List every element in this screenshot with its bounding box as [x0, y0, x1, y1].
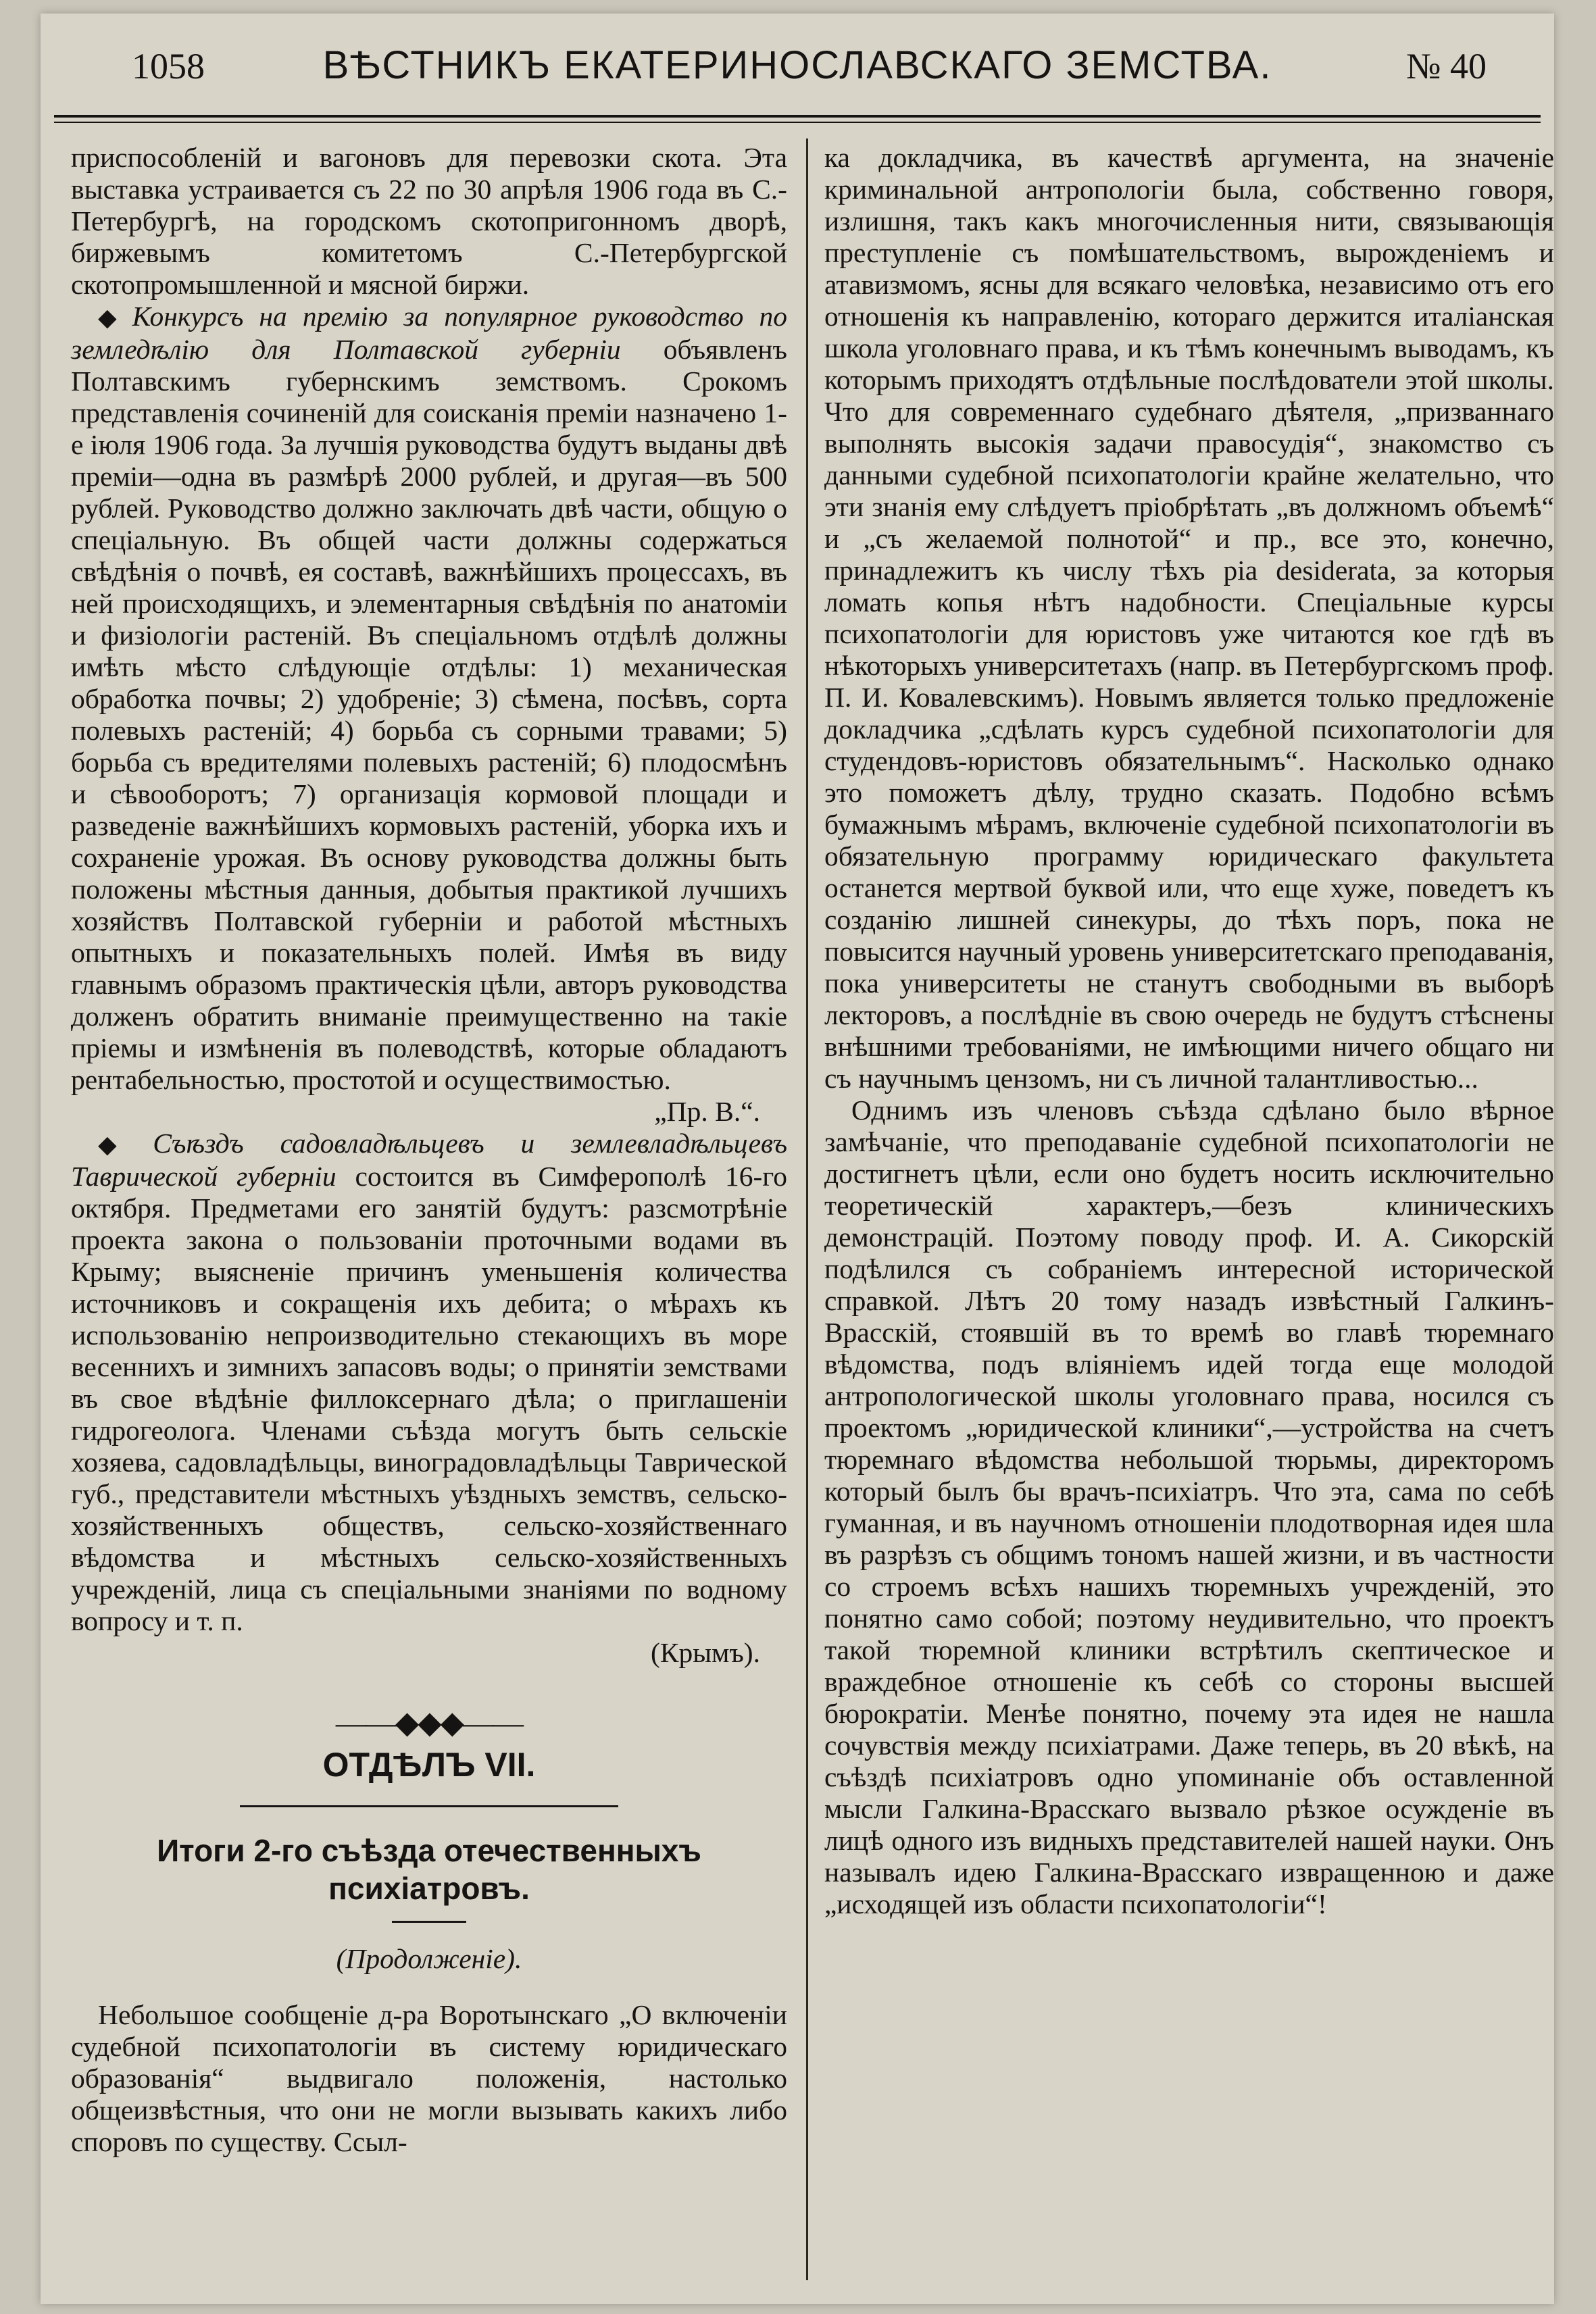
item-body: объявленъ Полтавскимъ губернскимъ земствомъ. Срокомъ представленiя сочиненiй для соисканiя премiи назначено 1-е iюля 1906 года. За лучшiя руководства будутъ выданы двѣ премiи—одна въ размѣрѣ 2000 рублей, и другая—въ 500 рублей. Руководство должно заключать двѣ части, общую о спецiальную. Въ общей части должны содержаться свѣдѣнiя о почвѣ, ея составѣ, важнѣйшихъ процессахъ, въ ней происходящихъ, и элементарныя свѣдѣнiя по анатомiи и физiологiи растенiй. Въ спецiальномъ отдѣлѣ должны имѣть мѣсто слѣдующiе отдѣлы: 1) механическая обработка почвы; 2) удобренiе; 3) сѣмена, посѣвъ, сорта полевыхъ растенiй; 4) борьба съ сорными травами; 5) борьба съ вредителями полевыхъ растенiй; 6) плодосмѣнъ и сѣвооборотъ; 7) организацiя кормовой площади и разведенiе важнѣйшихъ кормовыхъ растенiй, уборка ихъ и сохраненiе урожая. Въ основу руководства должны быть положены мѣстныя данныя, добытыя практикой лучшихъ хозяйствъ Полтавской губернiи и работой мѣстныхъ опытныхъ и показательныхъ полей. Имѣя въ виду главнымъ образомъ практическiя цѣли, авторъ руководства долженъ обратить вниманiе преимущественно на такiе прiемы и измѣненiя въ полеводствѣ, которые обладаютъ рентабельностью, простотой и осуществимостью.: [71, 334, 787, 1095]
paragraph-livestock-exhibition: приспособленiй и вагоновъ для перевозки скота. Эта выставка устраивается съ 22 по 30 апрѣля 1906 года въ С.-Петербургѣ, на городскомъ скотопригонномъ дворѣ, биржевымъ комитетомъ С.-Петербургской скотопромышленной и мясной биржи.: [71, 142, 787, 300]
left-column: [71, 142, 787, 2158]
source-signature: (Крымъ).: [650, 1637, 760, 1668]
paragraph-poltava-contest: [71, 301, 787, 1128]
journal-page: [41, 14, 1554, 2304]
journal-title: ВѢСТНИКЪ ЕКАТЕРИНОСЛАВСКАГО ЗЕМСТВА.: [322, 43, 1272, 87]
paragraph-tauride-congress: [71, 1128, 787, 1669]
column-divider: [806, 139, 808, 2280]
item-heading: Конкурсъ на премiю за популярное руководство по земледѣлiю для Полтавской губернiи: [71, 301, 787, 365]
pointer-icon: ◆: [98, 1131, 147, 1158]
paragraph-article-continued: ка докладчика, въ качествѣ аргумента, на значенiе криминальной антропологiи была, собственно говоря, излишня, такъ какъ многочисленныя нити, связывающiя преступленiе съ помѣшательствомъ, вырожденiемъ и атавизмомъ, ясны для всякаго человѣка, независимо отъ его отношенiя къ направленiю, котораго держится италiанская школа уголовнаго права, и къ тѣмъ конечнымъ выводамъ, къ которымъ приходятъ отдѣльные послѣдователи этой школы. Что для современнаго судебнаго дѣятеля, „призваннаго выполнять высокiя задачи правосудiя“, знакомство съ данными судебной психопатологiи крайне желательно, что эти знанiя ему слѣдуетъ прiобрѣтать „въ должномъ объемѣ“ и „съ желаемой полнотой“ и пр., все это, конечно, принадлежитъ къ числу тѣхъ pia desiderata, за которыя ломать копья нѣтъ надобности. Спецiальные курсы психопатологiи для юристовъ уже читаются кое гдѣ въ нѣкоторыхъ университетахъ (напр. въ Петербургскомъ проф. П. И. Ковалевскимъ). Новымъ является только предложенiе докладчика „сдѣлать курсъ судебной психопатологiи для студендовъ-юристовъ обязательнымъ“. Насколько однако это поможетъ дѣлу, трудно сказать. Подобно всѣмъ бумажнымъ мѣрамъ, включенiе судебной психопатологiи въ обязательную программу юридическаго факультета останется мертвой буквой или, что еще хуже, поведетъ къ созданiю лишней синекуры, до тѣхъ поръ, пока не повысится научный уровень университетскаго преподаванiя, пока университеты не станутъ свободными въ выборѣ лекторовъ, а послѣднiе въ свою очередь не будутъ стѣснены внѣшними требованiями, не имѣющими ничего общаго ни съ научнымъ цензомъ, ни съ личной талантливостью...: [824, 142, 1554, 1094]
source-signature: „Пр. В.“.: [654, 1096, 760, 1127]
page-number: 1058: [132, 46, 205, 86]
header-rule: [54, 115, 1541, 118]
section-rule: [240, 1805, 618, 1807]
section-ornament: ——◆◆◆——: [335, 1705, 523, 1740]
continued-label: (Продолженiе).: [336, 1943, 522, 1974]
item-body: состоится въ Симферополѣ 16-го октября. Предметами его занятiй будутъ: разсмотрѣнiе проекта закона о пользованiи проточными водами въ Крыму; выясненiе причинъ уменьшенiя количества источниковъ и сокращенiя ихъ дебита; о мѣрахъ къ использованiю непроизводительно стекающихъ въ море весеннихъ и зимнихъ запасовъ воды; о принятiи земствами въ свое вѣдѣнiе филлоксернаго дѣла; о приглашенiи гидрогеолога. Членами съѣзда могутъ быть сельскiе хозяева, садовладѣльцы, виноградовладѣльцы Таврической губ., представители мѣстныхъ уѣздныхъ земствъ, сельско-хозяйственныхъ обществъ, сельско-хозяйственнаго вѣдомства и мѣстныхъ сельско-хозяйственныхъ учрежденiй, лица съ спецiальными знанiями по водному вопросу и т. п.: [71, 1161, 787, 1636]
page-header: [41, 37, 1554, 101]
right-column: [824, 142, 1554, 1920]
article-title: Итоги 2-го съѣзда отечественныхъ психiатровъ.: [157, 1833, 701, 1906]
item-heading: Съѣздъ садовладѣльцевъ и землевладѣльцевъ Таврической губернiи: [71, 1128, 787, 1192]
title-rule: [392, 1921, 466, 1923]
paragraph-article-start: Небольшое сообщенiе д-ра Воротынскаго „О включенiи судебной психопатологiи въ систему юридическаго образованiя“ выдвигало положенiя, настолько общеизвѣстныя, что они не могли вызывать какихъ либо споровъ по существу. Ссыл-: [71, 1999, 787, 2157]
section-title: ОТДѢЛЪ VII.: [322, 1746, 536, 1784]
pointer-icon: ◆: [98, 304, 126, 331]
paragraph-galkin-clinic: Однимъ изъ членовъ съѣзда сдѣлано было вѣрное замѣчанiе, что преподаванiе судебной психопатологiи не достигнетъ цѣли, если оно будетъ носить исключительно теоретическiй характеръ,—безъ клиническихъ демонстрацiй. Поэтому поводу проф. И. А. Сикорскiй подѣлился съ собранiемъ интересной исторической справкой. Лѣтъ 20 тому назадъ извѣстный Галкинъ-Врасскiй, стоявшiй въ то времѣ во главѣ тюремнаго вѣдомства, подъ влiянiемъ идей тогда еще молодой антропологической школы уголовнаго права, носился съ проектомъ „юридической клиники“,—устройства на счетъ тюремнаго вѣдомства небольшой тюрьмы, директоромъ который былъ бы врачъ-психiатръ. Что эта, сама по себѣ гуманная, и въ научномъ отношенiи плодотворная идея шла въ разрѣзъ съ общимъ тономъ нашей жизни, и въ частности со строемъ всѣхъ нашихъ тюремныхъ учрежденiй, это понятно само собой; поэтому неудивительно, что проектъ такой тюремной клиники встрѣтилъ скептическое и враждебное отношенiе къ себѣ со стороны высшей бюрократiи. Менѣе понятно, почему эта идея не нашла сочувствiя между психiатрами. Даже теперь, въ 20 вѣкѣ, на съѣздѣ психiатровъ одно упоминанiе объ оставленной мысли Галкина-Врасскаго вызвало рѣзкое осужденiе въ лицѣ одного изъ видныхъ представителей нашей науки. Онъ называлъ идею Галкина-Врасскаго извращенною и даже „исходящей изъ области психопатологiи“!: [824, 1095, 1554, 1919]
header-rule-thin: [54, 122, 1541, 123]
issue-number: № 40: [1405, 46, 1487, 86]
